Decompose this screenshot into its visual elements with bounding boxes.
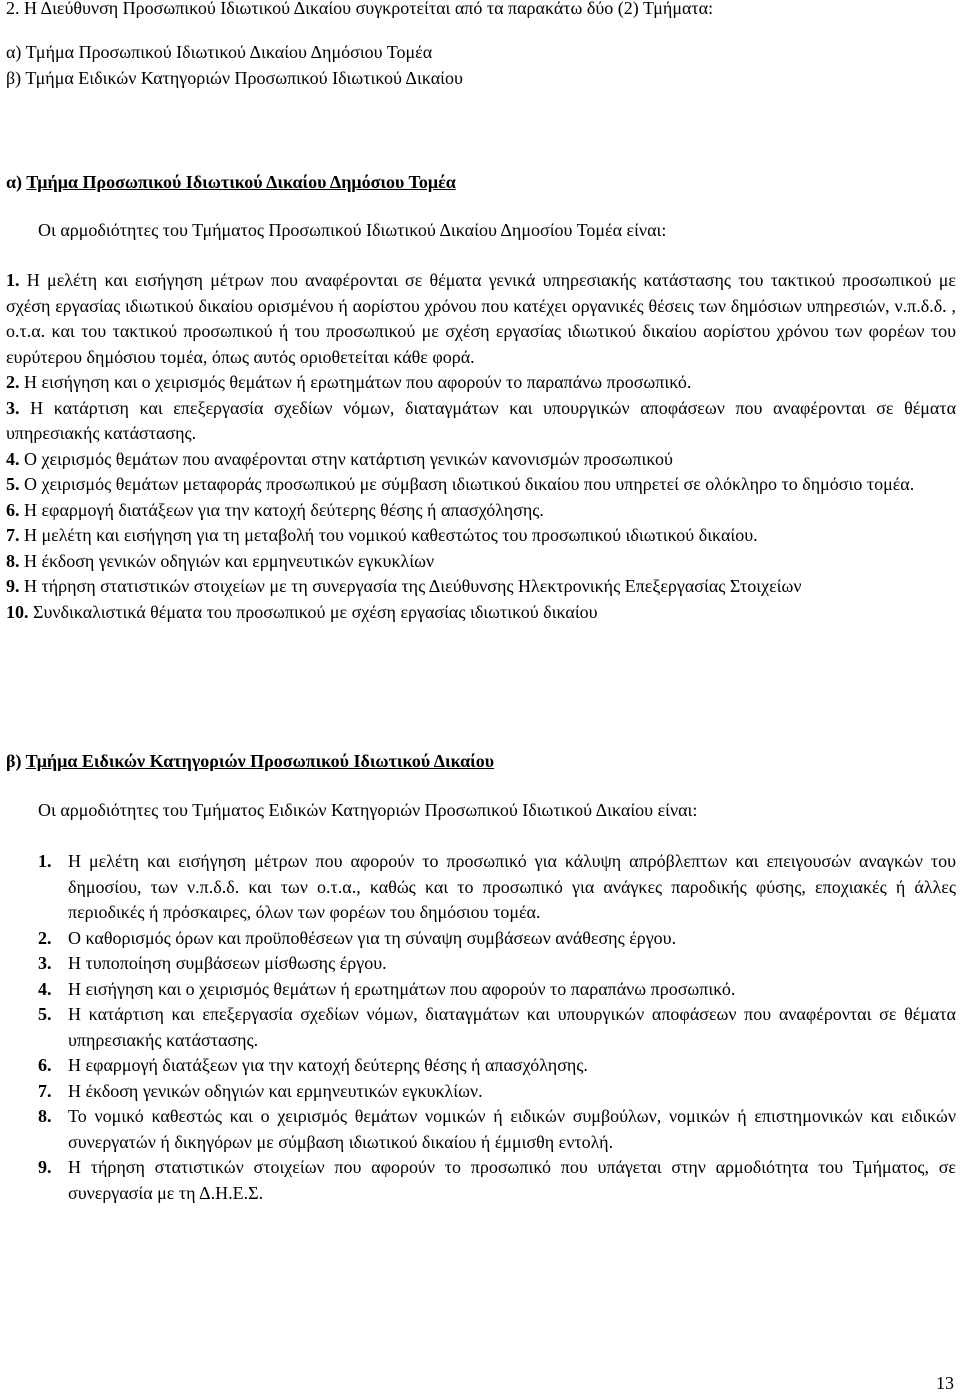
section-b-competences-intro: Οι αρμοδιότητες του Τμήματος Ειδικών Κατηγοριών Προσωπικού Ιδιωτικού Δικαίου είναι: [38,800,698,820]
item-number: 1. [6,270,20,290]
section-b-item [38,1079,956,1105]
item-text: Η έκδοση γενικών οδηγιών και ερμηνευτικών εγκυκλίων [24,550,435,571]
item-text: Η μελέτη και εισήγηση μέτρων που αφορούν το προσωπικό για κάλυψη απρόβλεπτων και επειγουσών αναγκών του δημοσίου, των ν.π.δ.δ. και των ο.τ.α., καθώς και το προσωπικό για ανάγκες παροδικής φύσης, εποχιακές ή άλλες περιοδικές ή πρόσκαιρες, όλων των φορέων του δημόσιου τομέα. [68,851,956,922]
item-text: Η μελέτη και εισήγηση για τη μεταβολή του νομικού καθεστώτος του προσωπικού ιδιωτικού δικαίου. [24,525,758,545]
section-a-heading [6,170,456,196]
item-number: 2. [6,372,20,392]
item-number: 6. [6,499,20,520]
item-text: Η κατάρτιση και επεξεργασία σχεδίων νόμων, διαταγμάτων και υπουργικών αποφάσεων που αναφέρονται σε θέματα υπηρεσιακής κατάστασης. [6,397,957,443]
item-number: 7. [38,1080,52,1101]
item-number: 4. [38,978,52,999]
section-a-title: Τμήμα Προσωπικού Ιδιωτικού Δικαίου Δημόσιου Τομέα [26,172,456,192]
item-number: 4. [6,448,20,469]
item-text: Η κατάρτιση και επεξεργασία σχεδίων νόμων, διαταγμάτων και υπουργικών αποφάσεων που αναφέρονται σε θέματα υπηρεσιακής κατάστασης. [68,1004,956,1050]
department-a-line: α) Τμήμα Προσωπικού Ιδιωτικού Δικαίου Δημόσιου Τομέα [6,42,433,62]
item-text: Η εφαρμογή διατάξεων για την κατοχή δεύτερης θέσης ή απασχόλησης. [68,1055,588,1075]
item-text: Ο καθορισμός όρων και προϋποθέσεων για τη σύναψη συμβάσεων ανάθεσης έργου. [68,927,677,948]
section-a-item [6,472,956,498]
item-text: Η τυποποίηση συμβάσεων μίσθωσης έργου. [68,953,387,973]
item-number: 8. [38,1106,52,1126]
item-number: 5. [6,474,20,494]
item-number: 8. [6,550,20,571]
section-a-item [6,574,956,600]
section-b-item [38,1155,956,1206]
item-text: Η εισήγηση και ο χειρισμός θεμάτων ή ερωτημάτων που αφορούν το παραπάνω προσωπικό. [24,372,692,392]
item-text: Η εισήγηση και ο χειρισμός θεμάτων ή ερωτημάτων που αφορούν το παραπάνω προσωπικό. [68,978,736,999]
item-number: 2. [38,927,52,948]
section-a-item [6,370,956,396]
item-number: 5. [38,1004,52,1024]
item-text: Η μελέτη και εισήγηση μέτρων που αναφέρονται σε θέματα γενικά υπηρεσιακής κατάστασης του τακτικού προσωπικού με σχέση εργασίας ιδιωτικού δικαίου ορισμένου ή αορίστου χρόνου που κατέχει οργανικές θέσεις των δημόσιων υπηρεσιών, ν.π.δ.δ. , ο.τ.α. και του τακτικού προσωπικού ή του προσωπικού με σχέση εργασίας ιδιωτικού δικαίου αορίστου χρόνου των φορέων του ευρύτερου δημόσιου τομέα, όπως αυτός οριοθετείται κάθε φορά. [6,270,956,367]
item-text: Ο χειρισμός θεμάτων που αναφέρονται στην κατάρτιση γενικών κανονισμών προσωπικού [24,448,673,469]
section-b-item [38,1053,956,1079]
item-text: Ο χειρισμός θεμάτων μεταφοράς προσωπικού με σύμβαση ιδιωτικού δικαίου που υπηρετεί σε ολόκληρο το δημόσιο τομέα. [24,474,915,494]
page-number: 13 [936,1373,954,1393]
section-a-item [6,523,956,549]
section-a-item [6,396,956,447]
section-b-item [38,1104,956,1155]
item-number: 9. [38,1157,52,1177]
item-text: Η τήρηση στατιστικών στοιχείων που αφορούν το προσωπικό που υπάγεται στην αρμοδιότητα του Τμήματος, σε συνεργασία με τη Δ.Η.Ε.Σ. [68,1157,956,1203]
item-text: Η τήρηση στατιστικών στοιχείων με τη συνεργασία της Διεύθυνσης Ηλεκτρονικής Επεξεργασίας Στοιχείων [24,576,802,596]
section-a-item [6,268,956,370]
section-a-item [6,447,956,473]
section-b-list [38,849,956,1206]
section-b-prefix: β) [6,751,26,771]
section-a-competences-intro: Οι αρμοδιότητες του Τμήματος Προσωπικού Ιδιωτικού Δικαίου Δημοσίου Τομέα είναι: [38,220,667,240]
item-number: 3. [6,397,20,418]
item-number: 9. [6,576,20,596]
section-b-item [38,951,956,977]
section-b-title: Τμήμα Ειδικών Κατηγοριών Προσωπικού Ιδιωτικού Δικαίου [25,751,495,771]
item-number: 1. [38,851,52,871]
section-a-list [6,268,956,625]
section-a-prefix: α) [6,172,27,192]
item-text: Το νομικό καθεστώς και ο χειρισμός θεμάτων νομικών ή ειδικών συμβούλων, νομικών ή επιστημονικών και ειδικών συνεργατών ή δικηγόρων με σύμβαση ιδιωτικού δικαίου ή έμμισθη εντολή. [68,1106,956,1152]
item-number: 7. [6,525,20,545]
department-b-line: β) Τμήμα Ειδικών Κατηγοριών Προσωπικού Ιδιωτικού Δικαίου [6,68,463,88]
item-number: 6. [38,1055,52,1075]
item-number: 10. [6,601,29,622]
item-number: 3. [38,953,52,973]
section-a-item [6,600,956,626]
section-b-item [38,849,956,926]
section-b-item [38,1002,956,1053]
section-b-item [38,977,956,1003]
intro-paragraph: 2. Η Διεύθυνση Προσωπικού Ιδιωτικού Δικαίου συγκροτείται από τα παρακάτω δύο (2) Τμήματα: [6,0,714,18]
section-b-item [38,926,956,952]
section-b-heading [6,749,494,775]
item-text: Η εφαρμογή διατάξεων για την κατοχή δεύτερης θέσης ή απασχόλησης. [24,499,544,520]
section-a-item [6,498,956,524]
item-text: Συνδικαλιστικά θέματα του προσωπικού με σχέση εργασίας ιδιωτικού δικαίου [33,601,598,622]
section-a-item [6,549,956,575]
item-text: Η έκδοση γενικών οδηγιών και ερμηνευτικών εγκυκλίων. [68,1080,483,1101]
